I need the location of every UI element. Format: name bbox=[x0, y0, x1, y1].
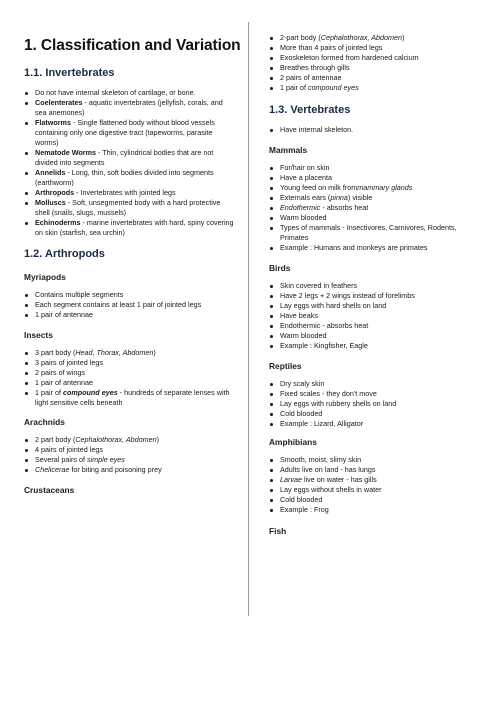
list-item: More than 4 pairs of jointed legs bbox=[269, 43, 481, 53]
column-divider bbox=[248, 22, 249, 616]
list-item: Flatworms - Single flattened body without blood vessels containing only one digestive tract (tapeworms, parasite worms) bbox=[24, 118, 236, 148]
subheading-mammals: Mammals bbox=[269, 145, 308, 155]
arachnids-list bbox=[24, 435, 236, 475]
list-item: Lay eggs without shells in water bbox=[269, 485, 481, 495]
list-item: Externals ears (pinna) visible bbox=[269, 193, 481, 203]
list-item: Molluscs - Soft, unsegmented body with a hard protective shell (snails, slugs, mussels) bbox=[24, 198, 236, 218]
amphibians-list bbox=[269, 455, 481, 515]
list-item: 4 pairs of jointed legs bbox=[24, 445, 236, 455]
list-item: Have a placenta bbox=[269, 173, 481, 183]
list-item: Lay eggs with hard shells on land bbox=[269, 301, 481, 311]
section-heading-vertebrates: 1.3. Vertebrates bbox=[269, 104, 351, 116]
subheading-insects: Insects bbox=[24, 330, 53, 340]
invertebrates-list bbox=[24, 88, 236, 238]
list-item: Echinoderms - marine invertebrates with hard, spiny covering on skin (starfish, sea urchin) bbox=[24, 218, 236, 238]
list-item: Endothermic - absorbs heat bbox=[269, 321, 481, 331]
list-item: Annelids - Long, thin, soft bodies divided into segments (earthworm) bbox=[24, 168, 236, 188]
list-item: Larvae live on water - has gills bbox=[269, 475, 481, 485]
insects-list bbox=[24, 348, 236, 408]
list-item: Each segment contains at least 1 pair of jointed legs bbox=[24, 300, 236, 310]
subheading-crustaceans: Crustaceans bbox=[24, 485, 75, 495]
subheading-reptiles: Reptiles bbox=[269, 361, 302, 371]
list-item: Example : Humans and monkeys are primates bbox=[269, 243, 481, 253]
list-item: Skin covered in feathers bbox=[269, 281, 481, 291]
list-item: 2-part body (Cephalothorax, Abdomen) bbox=[269, 33, 481, 43]
list-item: 1 pair of antennae bbox=[24, 310, 236, 320]
list-item: 1 pair of antennae bbox=[24, 378, 236, 388]
list-item: Breathes through gills bbox=[269, 63, 481, 73]
list-item: Have 2 legs + 2 wings instead of forelimbs bbox=[269, 291, 481, 301]
list-item: Adults live on land - has lungs bbox=[269, 465, 481, 475]
subheading-birds: Birds bbox=[269, 263, 291, 273]
list-item: Fixed scales - they don't move bbox=[269, 389, 481, 399]
list-item: Cold blooded bbox=[269, 495, 481, 505]
list-item: 1 pair of compound eyes bbox=[269, 83, 481, 93]
list-item: Fur/hair on skin bbox=[269, 163, 481, 173]
list-item: Coelenterates - aquatic invertebrates (jellyfish, corals, and sea anemones) bbox=[24, 98, 236, 118]
list-item: Warm blooded bbox=[269, 331, 481, 341]
list-item: 1 pair of compound eyes - hundreds of separate lenses with light sensitive cells beneath bbox=[24, 388, 236, 408]
birds-list bbox=[269, 281, 481, 351]
list-item: Example : Lizard, Alligator bbox=[269, 419, 481, 429]
list-item: 3 pairs of jointed legs bbox=[24, 358, 236, 368]
subheading-myriapods: Myriapods bbox=[24, 272, 66, 282]
list-item: Smooth, moist, slimy skin bbox=[269, 455, 481, 465]
page-title: 1. Classification and Variation bbox=[24, 37, 241, 54]
subheading-amphibians: Amphibians bbox=[269, 437, 317, 447]
list-item: Types of mammals - Insectivores, Carnivores, Rodents, Primates bbox=[269, 223, 481, 243]
list-item: Nematode Worms - Thin, cylindrical bodies that are not divided into segments bbox=[24, 148, 236, 168]
list-item: Example : Frog bbox=[269, 505, 481, 515]
list-item: Exoskeleton formed from hardened calcium bbox=[269, 53, 481, 63]
list-item: Contains multiple segments bbox=[24, 290, 236, 300]
list-item: Several pairs of simple eyes bbox=[24, 455, 236, 465]
list-item: 2 pairs of antennae bbox=[269, 73, 481, 83]
reptiles-list bbox=[269, 379, 481, 429]
list-item: Young feed on milk frommammary glands bbox=[269, 183, 481, 193]
vertebrates-list bbox=[269, 125, 481, 135]
list-item: Warm blooded bbox=[269, 213, 481, 223]
list-item: Cold blooded bbox=[269, 409, 481, 419]
list-item: Chelicerae for biting and poisoning prey bbox=[24, 465, 236, 475]
list-item: Do not have internal skeleton of cartilage, or bone. bbox=[24, 88, 236, 98]
mammals-list bbox=[269, 163, 481, 253]
list-item: Arthropods - Invertebrates with jointed legs bbox=[24, 188, 236, 198]
section-heading-invertebrates: 1.1. Invertebrates bbox=[24, 67, 115, 79]
list-item: Example : Kingfisher, Eagle bbox=[269, 341, 481, 351]
subheading-arachnids: Arachnids bbox=[24, 417, 65, 427]
crustaceans-list bbox=[269, 33, 481, 93]
list-item: Have beaks bbox=[269, 311, 481, 321]
list-item: 3 part body (Head, Thorax, Abdomen) bbox=[24, 348, 236, 358]
list-item: Have internal skeleton. bbox=[269, 125, 481, 135]
subheading-fish: Fish bbox=[269, 526, 287, 536]
list-item: Dry scaly skin bbox=[269, 379, 481, 389]
list-item: Endothermic - absorbs heat bbox=[269, 203, 481, 213]
list-item: 2 part body (Cephalothorax, Abdomen) bbox=[24, 435, 236, 445]
list-item: 2 pairs of wings bbox=[24, 368, 236, 378]
list-item: Lay eggs with rubbery shells on land bbox=[269, 399, 481, 409]
myriapods-list bbox=[24, 290, 236, 320]
section-heading-arthropods: 1.2. Arthropods bbox=[24, 248, 105, 260]
